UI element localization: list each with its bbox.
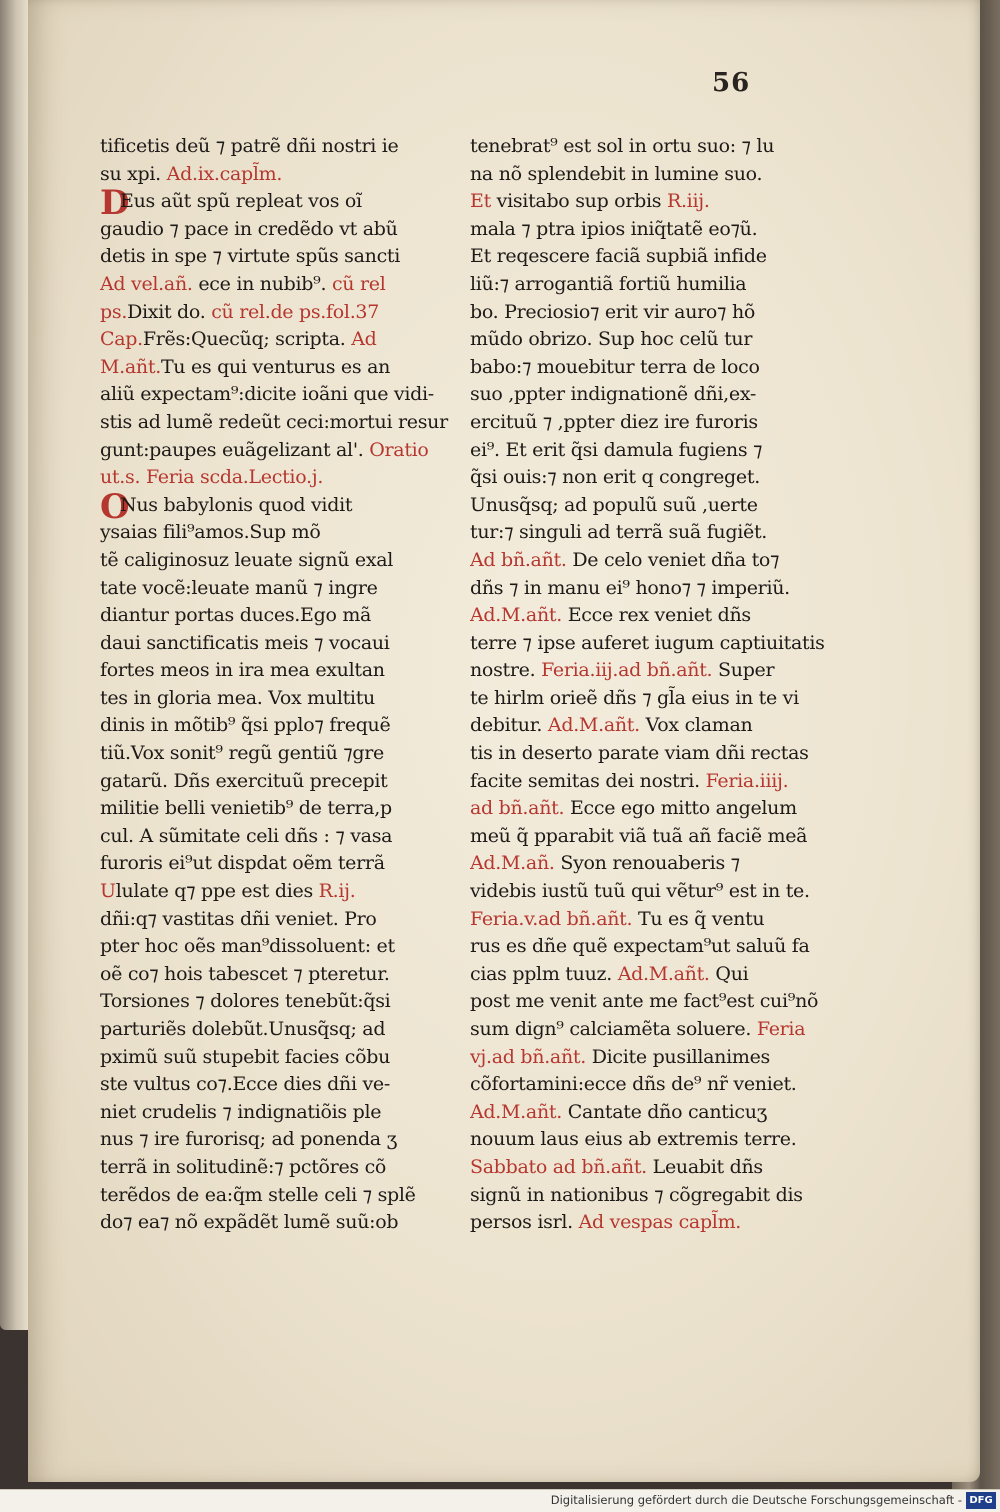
- text-line: [470, 299, 830, 327]
- rubric-text: Et: [470, 190, 491, 213]
- text-line: [470, 602, 830, 630]
- body-text: Ecce ego mitto angelum: [564, 797, 797, 820]
- body-text: Vox claman: [639, 714, 753, 737]
- footer-credit: Digitalisierung gefördert durch die Deutsche Forschungsgemeinschaft -: [550, 1493, 962, 1507]
- body-text: meũ q̃ pparabit viã tuã añ faciẽ meã: [470, 824, 808, 847]
- text-line: [100, 243, 460, 271]
- rubric-text: ut.s. Feria scda.Lectio.j.: [100, 466, 324, 489]
- text-line: [470, 216, 830, 244]
- body-text: te hirlm orieẽ dñs ⁊ gl̃a eius in te vi: [470, 686, 799, 709]
- body-text: ei⁹. Et erit q̃si damula fugiens ⁊: [470, 438, 763, 461]
- text-line: [100, 519, 460, 547]
- body-text: Frẽs:Quecũq; scripta.: [142, 328, 352, 351]
- text-line: [100, 768, 460, 796]
- body-text: visitabo sup orbis: [490, 190, 667, 213]
- text-line: [470, 437, 830, 465]
- text-line: [100, 464, 460, 492]
- body-text: bo. Preciosio⁊ erit vir auro⁊ hõ: [470, 300, 756, 323]
- text-column-right: [470, 133, 830, 1237]
- body-text: ysaias fili⁹amos.Sup mõ: [100, 521, 321, 544]
- rubric-text: Ad.M.añt.: [470, 604, 562, 627]
- text-line: [470, 878, 830, 906]
- body-text: suo ,ppter indignationẽ dñi,ex-: [470, 383, 757, 406]
- text-line: [470, 712, 830, 740]
- text-line: [470, 492, 830, 520]
- dfg-logo: DFG: [966, 1492, 996, 1509]
- text-line: [100, 299, 460, 327]
- text-line: [100, 216, 460, 244]
- text-column-left: [100, 133, 460, 1237]
- body-text: terre ⁊ ipse auferet iugum captiuitatis: [470, 631, 825, 654]
- body-text: Super: [712, 659, 775, 682]
- text-line: [100, 271, 460, 299]
- body-text: Nus babylonis quod vidit: [120, 493, 353, 516]
- body-text: post me venit ante me fact⁹est cui⁹nõ: [470, 990, 819, 1013]
- body-text: cul. A sũmitate celi dñs : ⁊ vasa: [100, 824, 393, 847]
- body-text: debitur.: [470, 714, 548, 737]
- text-line: [100, 354, 460, 382]
- text-line: [100, 547, 460, 575]
- body-text: pximũ suũ stupebit facies cõbu: [100, 1045, 391, 1068]
- rubric-text: Ad bñ.añt.: [470, 548, 567, 571]
- body-text: q̃si ouis:⁊ non erit q congreget.: [470, 466, 760, 489]
- body-text: cõfortamini:ecce dñs de⁹ nr̃ veniet.: [470, 1073, 797, 1096]
- text-line: [100, 712, 460, 740]
- body-text: Dixit do.: [127, 300, 212, 323]
- body-text: Unusq̃sq; ad populũ suũ ,uerte: [470, 493, 758, 516]
- text-line: [470, 1016, 830, 1044]
- body-text: pter hoc oẽs man⁹dissoluent: et: [100, 935, 395, 958]
- text-line: [100, 161, 460, 189]
- text-line: [100, 988, 460, 1016]
- body-text: do⁊ ea⁊ nõ expãdẽt lumẽ suũ:ob: [100, 1211, 399, 1234]
- rubric-text: cũ rel.de ps.fol.37: [211, 300, 380, 323]
- body-text: na nõ splendebit in lumine suo.: [470, 162, 763, 185]
- text-line: [470, 354, 830, 382]
- body-text: De celo veniet dña to⁊: [566, 548, 780, 571]
- text-line: [470, 1044, 830, 1072]
- text-line: [470, 547, 830, 575]
- body-text: su xpi.: [100, 162, 167, 185]
- text-line: [100, 823, 460, 851]
- body-text: diantur portas duces.Ego mã: [100, 604, 372, 627]
- body-text: facite semitas dei nostri.: [470, 769, 706, 792]
- body-text: dñs ⁊ in manu ei⁹ hono⁊ ⁊ imperiũ.: [470, 576, 790, 599]
- rubric-text: Ad.M.añt.: [617, 962, 710, 985]
- rubric-text: Sabbato ad bñ.añt.: [470, 1155, 647, 1178]
- text-line: [100, 409, 460, 437]
- body-text: ste vultus co⁊.Ecce dies dñi ve-: [100, 1073, 390, 1096]
- body-text: stis ad lumẽ redeũt ceci:mortui resur: [100, 410, 448, 433]
- body-text: niet crudelis ⁊ indignatiõis ple: [100, 1100, 382, 1123]
- text-line: [470, 575, 830, 603]
- body-text: nus ⁊ ire furorisq; ad ponenda ʒ: [100, 1128, 397, 1151]
- text-line: [100, 326, 460, 354]
- body-text: dinis in mõtib⁹ q̃si pplo⁊ frequẽ: [100, 714, 391, 737]
- body-text: mala ⁊ ptra ipios iniq̃tatẽ eo⁊ũ.: [470, 217, 758, 240]
- text-line: [100, 630, 460, 658]
- text-line: [470, 961, 830, 989]
- body-text: Tu es q̃ ventu: [632, 907, 765, 930]
- text-line: [100, 381, 460, 409]
- body-text: ece in nubib⁹.: [192, 272, 332, 295]
- text-line: [470, 1099, 830, 1127]
- text-line: [100, 1209, 460, 1237]
- footer-bar: [0, 1489, 1000, 1512]
- text-line: [470, 823, 830, 851]
- body-text: mũdo obrizo. Sup hoc celũ tur: [470, 328, 753, 351]
- text-line: [100, 1154, 460, 1182]
- text-line: [470, 740, 830, 768]
- rubric-text: R.iij.: [666, 190, 710, 213]
- text-line: [100, 795, 460, 823]
- text-line: [100, 1016, 460, 1044]
- body-text: detis in spe ⁊ virtute spũs sancti: [100, 245, 401, 268]
- body-text: lulate q⁊ ppe est dies: [115, 880, 319, 903]
- text-line: [470, 188, 830, 216]
- text-line: [470, 988, 830, 1016]
- rubric-text: vj.ad bñ.añt.: [470, 1045, 586, 1068]
- rubric-text: ad bñ.añt.: [470, 797, 565, 820]
- text-line: [100, 188, 460, 216]
- rubric-text: Cap.: [100, 328, 143, 351]
- text-line: [470, 1071, 830, 1099]
- body-text: tificetis deũ ⁊ patrẽ dñi nostri ie: [100, 135, 399, 157]
- body-text: oẽ co⁊ hois tabescet ⁊ pteretur.: [100, 962, 390, 985]
- text-line: [470, 133, 830, 161]
- body-text: tes in gloria mea. Vox multitu: [100, 686, 375, 709]
- text-line: [100, 602, 460, 630]
- text-line: [100, 1044, 460, 1072]
- rubric-text: R.ij.: [318, 880, 356, 903]
- body-text: tate vocẽ:leuate manũ ⁊ ingre: [100, 576, 378, 599]
- text-line: [470, 933, 830, 961]
- body-text: tiũ.Vox sonit⁹ regũ gentiũ ⁊gre: [100, 742, 384, 765]
- body-text: Dicite pusillanimes: [585, 1045, 771, 1068]
- text-line: [470, 1126, 830, 1154]
- text-line: [470, 795, 830, 823]
- body-text: Syon renouaberis ⁊: [554, 852, 740, 875]
- body-text: parturiẽs dolebũt.Unusq̃sq; ad: [100, 1018, 386, 1040]
- text-line: [100, 685, 460, 713]
- body-text: nouum laus eius ab extremis terre.: [470, 1128, 797, 1151]
- body-text: aliũ expectam⁹:dicite ioãni que vidi-: [100, 383, 434, 406]
- text-line: [100, 740, 460, 768]
- rubric-text: Ad.M.añt.: [547, 714, 640, 737]
- body-text: Torsiones ⁊ dolores tenebũt:q̃si: [100, 990, 391, 1013]
- rubric-text: Feria.v.ad bñ.añt.: [470, 907, 633, 930]
- text-line: [100, 850, 460, 878]
- text-line: [470, 1182, 830, 1210]
- body-text: gunt:paupes euãgelizant al'.: [100, 438, 370, 461]
- body-text: sum dign⁹ calciamẽta soluere.: [470, 1018, 757, 1040]
- folio-number: 56: [712, 68, 751, 98]
- text-line: [100, 933, 460, 961]
- text-line: [100, 437, 460, 465]
- rubric-text: Ad vespas capl̃m.: [578, 1211, 742, 1234]
- body-text: Leuabit dñs: [646, 1155, 763, 1178]
- body-text: tenebrat⁹ est sol in ortu suo: ⁊ lu: [470, 135, 775, 157]
- text-line: [470, 1154, 830, 1182]
- body-text: tis in deserto parate viam dñi rectas: [470, 742, 809, 765]
- text-line: [100, 1182, 460, 1210]
- rubric-text: Ad.M.añ.: [470, 852, 555, 875]
- text-line: [100, 1099, 460, 1127]
- body-text: Eus aũt spũ repleat vos oĩ: [120, 190, 362, 213]
- body-text: persos isrl.: [470, 1211, 579, 1234]
- text-line: [470, 243, 830, 271]
- text-line: [470, 768, 830, 796]
- decorated-initial: D: [100, 188, 130, 216]
- rubric-text: ps.: [100, 300, 128, 323]
- decorated-initial: O: [100, 491, 130, 520]
- rubric-text: Feria.iiij.: [705, 769, 789, 792]
- text-line: [470, 326, 830, 354]
- text-line: [100, 1071, 460, 1099]
- body-text: tur:⁊ singuli ad terrã suã fugiẽt.: [470, 521, 768, 544]
- body-text: tẽ caliginosuz leuate signũ exal: [100, 548, 394, 571]
- body-text: gaudio ⁊ pace in credẽdo vt abũ: [100, 217, 398, 240]
- text-line: [470, 630, 830, 658]
- text-line: [100, 492, 460, 520]
- text-line: [100, 657, 460, 685]
- body-text: cias pplm tuuz.: [470, 962, 618, 985]
- body-text: dñi:q⁊ vastitas dñi veniet. Pro: [100, 907, 377, 930]
- text-line: [100, 878, 460, 906]
- body-text: terẽdos de ea:q̃m stelle celi ⁊ splẽ: [100, 1183, 416, 1206]
- text-line: [470, 906, 830, 934]
- body-text: nostre.: [470, 659, 542, 682]
- body-text: videbis iustũ tuũ qui vẽtur⁹ est in te.: [470, 880, 810, 903]
- text-line: [470, 1209, 830, 1237]
- text-line: [470, 271, 830, 299]
- rubric-text: Ad.M.añt.: [470, 1100, 562, 1123]
- rubric-text: U: [100, 880, 116, 903]
- rubric-text: Feria.iij.ad bñ.añt.: [541, 659, 713, 682]
- body-text: liũ:⁊ arrogantiã fortiũ humilia: [470, 272, 747, 295]
- body-text: Qui: [709, 962, 749, 985]
- body-text: Cantate dño canticuʒ: [561, 1100, 768, 1123]
- body-text: terrã in solitudinẽ:⁊ pctõres cõ: [100, 1155, 387, 1178]
- rubric-text: cũ rel: [331, 272, 386, 295]
- body-text: militie belli venietib⁹ de terra,p: [100, 797, 392, 820]
- rubric-text: Ad: [351, 328, 377, 351]
- body-text: signũ in nationibus ⁊ cõgregabit dis: [470, 1183, 803, 1206]
- body-text: Ecce rex veniet dñs: [561, 604, 751, 627]
- body-text: babo:⁊ mouebitur terra de loco: [470, 355, 760, 378]
- rubric-text: M.añt.: [100, 355, 161, 378]
- text-line: [470, 161, 830, 189]
- body-text: rus es dñe quẽ expectam⁹ut saluũ fa: [470, 935, 810, 958]
- body-text: Tu es qui venturus es an: [160, 355, 391, 378]
- text-line: [100, 961, 460, 989]
- body-text: furoris ei⁹ut dispdat oẽm terrã: [100, 852, 385, 875]
- body-text: Et reqescere faciã supbiã infide: [470, 245, 767, 268]
- text-line: [470, 381, 830, 409]
- text-line: [470, 464, 830, 492]
- text-line: [100, 133, 460, 161]
- text-line: [470, 685, 830, 713]
- rubric-text: Oratio: [369, 438, 429, 461]
- body-text: ercituũ ⁊ ,ppter diez ire furoris: [470, 410, 758, 433]
- rubric-text: Feria: [756, 1018, 806, 1040]
- rubric-text: Ad.ix.capl̃m.: [166, 162, 283, 185]
- body-text: daui sanctificatis meis ⁊ vocaui: [100, 631, 390, 654]
- text-line: [100, 575, 460, 603]
- body-text: fortes meos in ira mea exultan: [100, 659, 385, 682]
- text-line: [470, 409, 830, 437]
- text-line: [100, 1126, 460, 1154]
- text-line: [100, 906, 460, 934]
- rubric-text: Ad vel.añ.: [100, 272, 193, 295]
- text-line: [470, 850, 830, 878]
- text-line: [470, 519, 830, 547]
- body-text: gatarũ. Dñs exercituũ precepit: [100, 769, 388, 792]
- text-line: [470, 657, 830, 685]
